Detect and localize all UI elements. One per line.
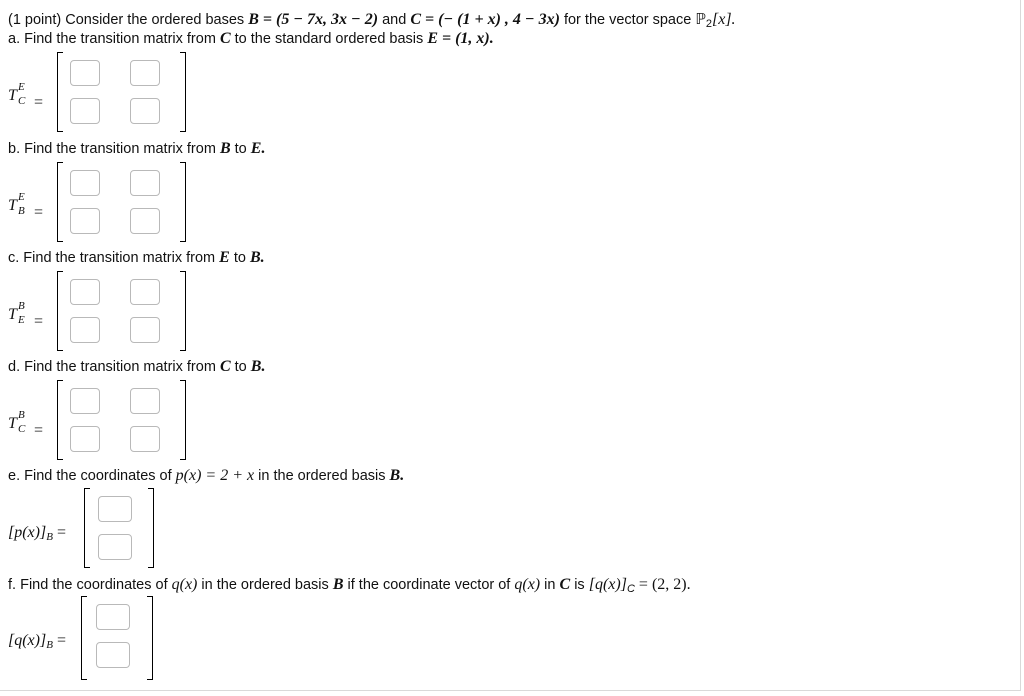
vector-e-cell-1[interactable]: [98, 496, 132, 522]
matrix-a-cell-12[interactable]: [130, 60, 160, 86]
matrix-b-label: T E B =: [8, 191, 44, 221]
matrix-b-cell-11[interactable]: [70, 170, 100, 196]
vector-e-cell-2[interactable]: [98, 534, 132, 560]
right-bracket: [180, 271, 186, 351]
matrix-b-cell-12[interactable]: [130, 170, 160, 196]
matrix-d-cell-11[interactable]: [70, 388, 100, 414]
right-bracket: [148, 488, 154, 568]
right-bracket: [147, 596, 153, 680]
left-bracket: [57, 380, 63, 460]
matrix-a-cell-11[interactable]: [70, 60, 100, 86]
matrix-d-cell-22[interactable]: [130, 426, 160, 452]
matrix-d-label: T B C =: [8, 409, 44, 439]
problem-statement: (1 point) Consider the ordered bases B = (5 − 7x, 3x − 2) and C = (− (1 + x) , 4 − 3x) for the vector space ℙ$_2$[x].: [8, 10, 736, 30]
matrix-d-cell-12[interactable]: [130, 388, 160, 414]
matrix-c-cell-11[interactable]: [70, 279, 100, 305]
matrix-c-cell-21[interactable]: [70, 317, 100, 343]
left-bracket: [57, 52, 63, 132]
part-a-prompt: a. Find the transition matrix from C to the standard ordered basis E = (1, x).: [8, 30, 494, 47]
space-symbol: ℙ: [695, 10, 706, 28]
part-f-prompt: f. Find the coordinates of q(x) in the ordered basis B if the coordinate vector of q(x) in C is $[q(x)]_C = (2$, 2).: [8, 576, 691, 595]
left-bracket: [81, 596, 87, 680]
matrix-b-cell-21[interactable]: [70, 208, 100, 234]
part-d-prompt: d. Find the transition matrix from C to B.: [8, 358, 266, 375]
right-bracket: [180, 162, 186, 242]
left-bracket: [57, 162, 63, 242]
matrix-c-cell-12[interactable]: [130, 279, 160, 305]
matrix-a-label: T E C =: [8, 81, 44, 111]
vector-e-label: $[p(x)]_B$ =: [8, 524, 66, 543]
right-bracket: [180, 380, 186, 460]
matrix-a-cell-21[interactable]: [70, 98, 100, 124]
matrix-b-cell-22[interactable]: [130, 208, 160, 234]
basis-B-definition: B = (5 − 7x, 3x − 2): [248, 11, 379, 28]
left-bracket: [57, 271, 63, 351]
matrix-d-cell-21[interactable]: [70, 426, 100, 452]
part-b-prompt: b. Find the transition matrix from B to E.: [8, 140, 266, 157]
vector-f-cell-2[interactable]: [96, 642, 130, 668]
vector-f-cell-1[interactable]: [96, 604, 130, 630]
matrix-c-label: T B E =: [8, 300, 44, 330]
matrix-c-cell-22[interactable]: [130, 317, 160, 343]
basis-C-definition: C = (− (1 + x) , 4 − 3x): [410, 11, 560, 28]
right-bracket: [180, 52, 186, 132]
part-c-prompt: c. Find the transition matrix from E to B.: [8, 249, 265, 266]
left-bracket: [84, 488, 90, 568]
part-e-prompt: e. Find the coordinates of p(x) = 2 + x in the ordered basis B.: [8, 467, 405, 484]
vector-f-label: $[q(x)]_B$ =: [8, 632, 66, 651]
matrix-a-cell-22[interactable]: [130, 98, 160, 124]
